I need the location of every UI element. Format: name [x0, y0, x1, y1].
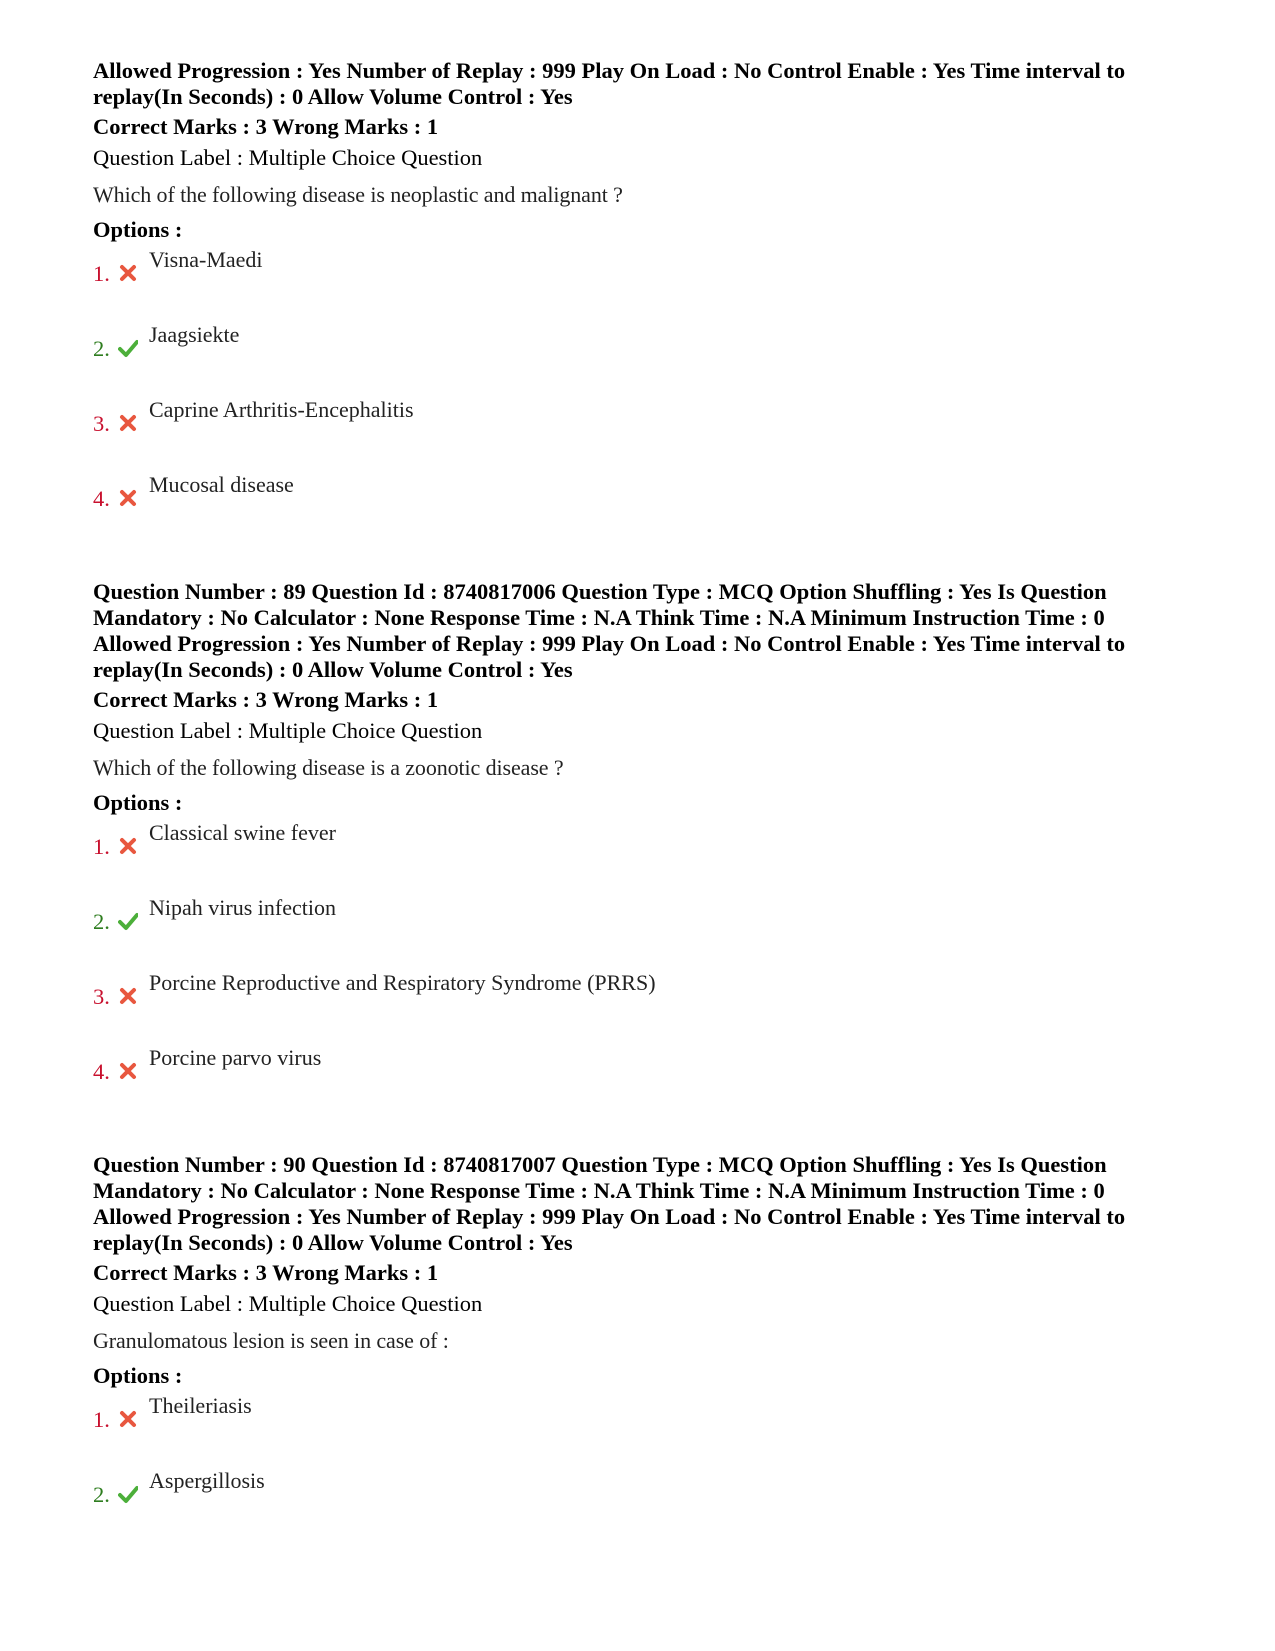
option-number: 2.	[93, 336, 110, 361]
cross-icon	[118, 986, 138, 1006]
option-item	[93, 966, 1193, 1041]
question-label: Question Label : Multiple Choice Question	[93, 1291, 483, 1316]
option-number: 2.	[93, 1482, 110, 1507]
option-text: Classical swine fever	[149, 820, 336, 845]
option-item	[93, 1389, 1193, 1464]
question-text: Granulomatous lesion is seen in case of :	[93, 1328, 449, 1353]
meta-line: replay(In Seconds) : 0 Allow Volume Control : Yes	[93, 84, 573, 109]
option-item	[93, 1041, 1193, 1116]
meta-line: Allowed Progression : Yes Number of Replay : 999 Play On Load : No Control Enable : Yes Time interval to	[93, 1204, 1126, 1229]
option-text: Aspergillosis	[149, 1468, 265, 1493]
check-icon	[118, 338, 138, 358]
question-meta	[93, 1152, 1193, 1256]
option-number: 1.	[93, 834, 110, 859]
options-list	[93, 816, 1193, 1116]
option-number: 1.	[93, 1407, 110, 1432]
option-item	[93, 468, 1193, 543]
option-text: Visna-Maedi	[149, 247, 263, 272]
option-item	[93, 393, 1193, 468]
option-text: Caprine Arthritis-Encephalitis	[149, 397, 414, 422]
question-meta	[93, 579, 1193, 683]
cross-icon	[118, 488, 138, 508]
question-text: Which of the following disease is a zoonotic disease ?	[93, 755, 564, 780]
cross-icon	[118, 1409, 138, 1429]
option-text: Porcine Reproductive and Respiratory Syndrome (PRRS)	[149, 970, 656, 995]
question-marks: Correct Marks : 3 Wrong Marks : 1	[93, 687, 439, 712]
meta-line: Allowed Progression : Yes Number of Replay : 999 Play On Load : No Control Enable : Yes Time interval to	[93, 631, 1126, 656]
option-text: Nipah virus infection	[149, 895, 336, 920]
meta-line: Question Number : 90 Question Id : 8740817007 Question Type : MCQ Option Shuffling : Yes Is Question	[93, 1152, 1107, 1177]
meta-line: Mandatory : No Calculator : None Response Time : N.A Think Time : N.A Minimum Instruction Time : 0	[93, 605, 1105, 630]
question-paper	[93, 58, 1193, 1539]
options-list	[93, 1389, 1193, 1539]
option-number: 2.	[93, 909, 110, 934]
question-marks: Correct Marks : 3 Wrong Marks : 1	[93, 114, 439, 139]
option-text: Mucosal disease	[149, 472, 294, 497]
meta-line: Allowed Progression : Yes Number of Replay : 999 Play On Load : No Control Enable : Yes Time interval to	[93, 58, 1126, 83]
option-text: Jaagsiekte	[149, 322, 240, 347]
option-text: Porcine parvo virus	[149, 1045, 322, 1070]
option-item	[93, 891, 1193, 966]
option-number: 3.	[93, 411, 110, 436]
block-spacer	[93, 543, 1193, 579]
check-icon	[118, 911, 138, 931]
options-heading: Options :	[93, 217, 183, 242]
option-item	[93, 318, 1193, 393]
option-number: 3.	[93, 984, 110, 1009]
option-text: Theileriasis	[149, 1393, 252, 1418]
option-item	[93, 1464, 1193, 1539]
option-item	[93, 816, 1193, 891]
options-heading: Options :	[93, 790, 183, 815]
question-text: Which of the following disease is neoplastic and malignant ?	[93, 182, 623, 207]
option-number: 4.	[93, 1059, 110, 1084]
option-number: 1.	[93, 261, 110, 286]
cross-icon	[118, 1061, 138, 1081]
meta-line: replay(In Seconds) : 0 Allow Volume Control : Yes	[93, 1230, 573, 1255]
option-item	[93, 243, 1193, 318]
options-heading: Options :	[93, 1363, 183, 1388]
options-list	[93, 243, 1193, 543]
question-meta	[93, 58, 1193, 110]
meta-line: Mandatory : No Calculator : None Response Time : N.A Think Time : N.A Minimum Instruction Time : 0	[93, 1178, 1105, 1203]
question-marks: Correct Marks : 3 Wrong Marks : 1	[93, 1260, 439, 1285]
cross-icon	[118, 836, 138, 856]
question-block-88	[93, 58, 1193, 543]
cross-icon	[118, 263, 138, 283]
cross-icon	[118, 413, 138, 433]
question-label: Question Label : Multiple Choice Question	[93, 718, 483, 743]
check-icon	[118, 1484, 138, 1504]
question-label: Question Label : Multiple Choice Question	[93, 145, 483, 170]
question-block-89	[93, 579, 1193, 1116]
option-number: 4.	[93, 486, 110, 511]
meta-line: Question Number : 89 Question Id : 8740817006 Question Type : MCQ Option Shuffling : Yes Is Question	[93, 579, 1107, 604]
meta-line: replay(In Seconds) : 0 Allow Volume Control : Yes	[93, 657, 573, 682]
question-block-90	[93, 1152, 1193, 1539]
block-spacer	[93, 1116, 1193, 1152]
